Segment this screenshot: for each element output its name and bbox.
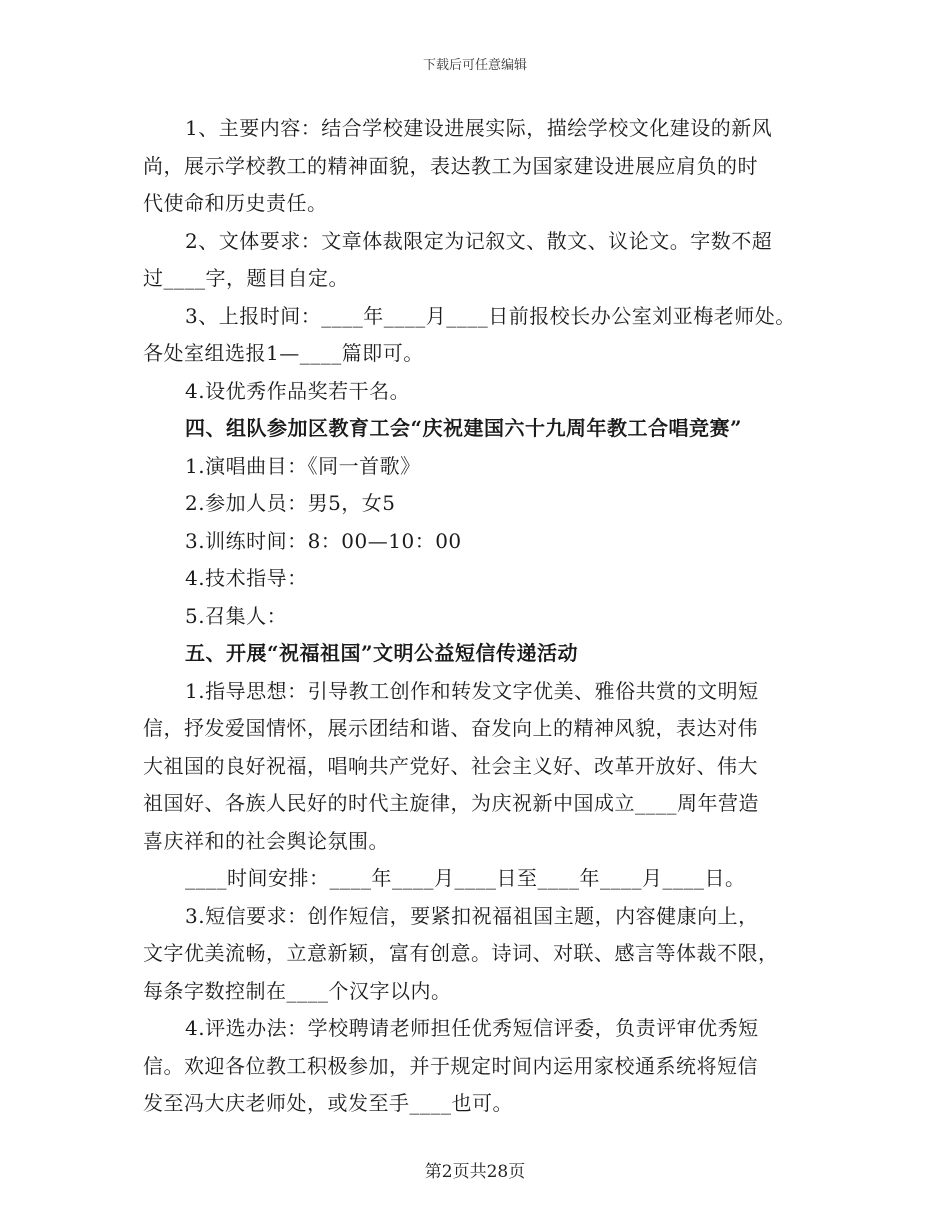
paragraph-line: 3.训练时间：8：00—10：00	[185, 528, 462, 553]
paragraph-line: 各处室组选报1—____篇即可。	[143, 341, 424, 365]
section-heading: 四、组队参加区教育工会“庆祝建国六十九周年教工合唱竞赛”	[185, 416, 743, 440]
paragraph-line: 5.召集人：	[185, 603, 288, 628]
paragraph-line: 尚，展示学校教工的精神面貌，表达教工为国家建设进展应肩负的时	[143, 153, 758, 178]
paragraph-line: 文字优美流畅，立意新颖，富有创意。诗词、对联、感言等体裁不限，	[143, 941, 779, 965]
paragraph-line: 3.短信要求：创作短信，要紧扣祝福祖国主题，内容健康向上，	[185, 903, 759, 928]
paragraph-line: 1、主要内容：结合学校建设进展实际，描绘学校文化建设的新风	[185, 116, 773, 140]
paragraph-line: 4.评选办法：学校聘请老师担任优秀短信评委，负责评审优秀短	[185, 1016, 759, 1040]
page-header: 下载后可任意编辑	[422, 58, 527, 73]
paragraph-line: 喜庆祥和的社会舆论氛围。	[143, 828, 389, 853]
paragraph-line: 4.设优秀作品奖若干名。	[185, 378, 411, 403]
paragraph-line: 3、上报时间：____年____月____日前报校长办公室刘亚梅老师处。	[185, 303, 796, 328]
paragraph-line: 1.指导思想：引导教工创作和转发文字优美、雅俗共赏的文明短	[185, 678, 759, 703]
paragraph-line: 祖国好、各族人民好的时代主旋律，为庆祝新中国成立____周年营造	[143, 791, 759, 815]
section-heading: 五、开展“祝福祖国”文明公益短信传递活动	[185, 641, 579, 665]
paragraph-line: 4.技术指导：	[185, 566, 308, 590]
paragraph-line: 1.演唱曲目：《同一首歌》	[185, 453, 421, 478]
paragraph-line: 信，抒发爱国情怀，展示团结和谐、奋发向上的精神风貌，表达对伟	[143, 716, 758, 740]
page-number: 第2页共28页	[424, 1162, 526, 1182]
paragraph-line: 信。欢迎各位教工积极参加，并于规定时间内运用家校通系统将短信	[143, 1053, 758, 1078]
paragraph-line: 代使命和历史责任。	[143, 191, 328, 215]
paragraph-line: 每条字数控制在____个汉字以内。	[143, 978, 452, 1003]
paragraph-line: 发至冯大庆老师处，或发至手____也可。	[143, 1091, 513, 1115]
document-body	[143, 110, 823, 1123]
paragraph-line: 过____字，题目自定。	[143, 266, 349, 290]
paragraph-line: 2.参加人员：男5，女5	[185, 491, 396, 515]
paragraph-line: 2、文体要求：文章体裁限定为记叙文、散文、议论文。字数不超	[185, 228, 773, 253]
paragraph-line: ____时间安排：____年____月____日至____年____月____日。	[185, 866, 746, 890]
paragraph-line: 大祖国的良好祝福，唱响共产党好、社会主义好、改革开放好、伟大	[143, 753, 758, 778]
